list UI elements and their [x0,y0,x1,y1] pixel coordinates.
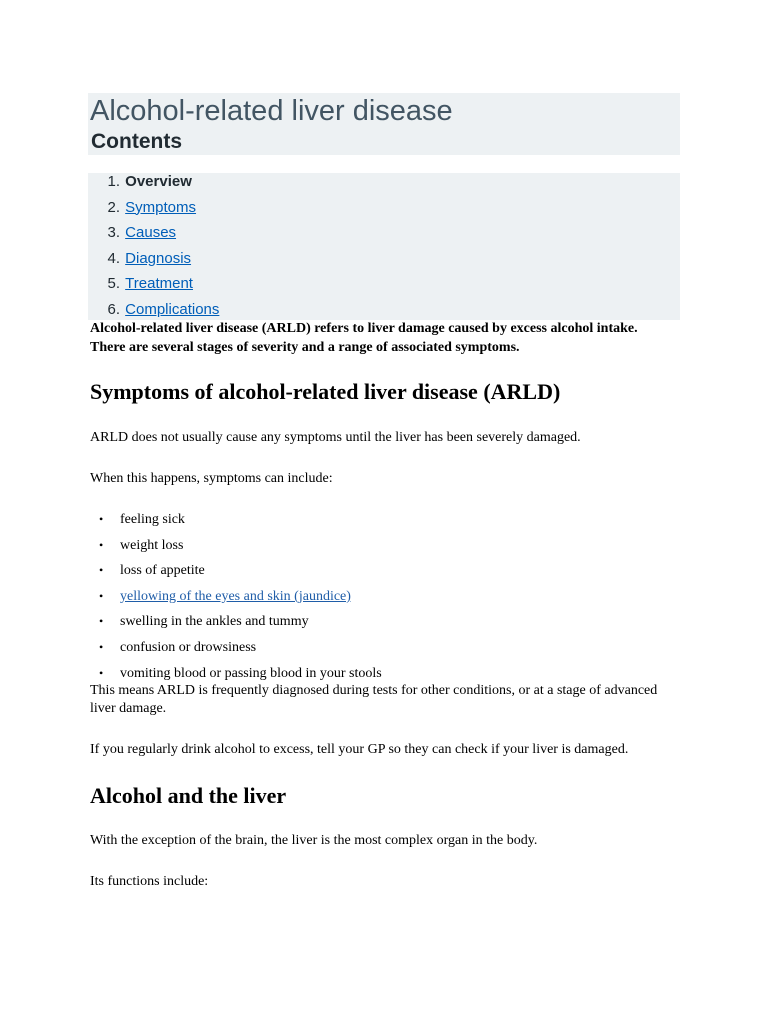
jaundice-link[interactable]: yellowing of the eyes and skin (jaundice) [120,588,351,604]
list-item [90,611,382,637]
list-item-text: vomiting blood or passing blood in your stools [120,665,382,681]
contents-item-diagnosis [90,249,219,275]
contents-link-complications[interactable]: Complications [125,300,220,318]
list-item-text: loss of appetite [120,563,205,579]
contents-item-number: 2. [107,198,120,216]
liver-heading: Alcohol and the liver [90,783,287,808]
list-item [90,509,382,535]
list-item-text: swelling in the ankles and tummy [120,614,309,630]
bullet-icon: • [99,537,104,552]
symptoms-paragraph-2: When this happens, symptoms can include: [90,471,333,486]
bullet-icon: • [99,563,104,578]
bullet-icon: • [99,665,104,680]
contents-item-number: 3. [107,224,120,242]
intro-paragraph: Alcohol-related liver disease (ARLD) refers to liver damage caused by excess alcohol intake. There are several stages of severity and a range of associated symptoms. [90,321,638,355]
contents-link-causes[interactable]: Causes [125,224,177,242]
liver-paragraph-2: Its functions include: [90,874,209,889]
symptoms-heading: Symptoms of alcohol-related liver disease (ARLD) [90,379,561,404]
symptoms-paragraph-4: If you regularly drink alcohol to excess, tell your GP so they can check if your liver is damaged. [90,742,629,757]
list-item-text: confusion or drowsiness [120,639,257,655]
contents-item-number: 1. [107,173,120,190]
contents-item-label: Overview [125,173,192,190]
list-item [90,535,382,561]
contents-item-number: 6. [107,300,120,318]
contents-item-number: 5. [107,275,120,293]
contents-item-number: 4. [107,249,120,267]
bullet-icon: • [99,614,104,629]
contents-item-treatment [90,274,219,300]
contents-item-symptoms [90,198,219,224]
list-item [90,586,382,612]
contents-list [90,172,219,326]
contents-item-causes [90,223,219,249]
contents-link-symptoms[interactable]: Symptoms [125,198,197,216]
contents-heading: Contents [91,130,182,153]
contents-link-treatment[interactable]: Treatment [125,275,193,293]
bullet-icon: • [99,639,104,654]
contents-item-overview [90,172,219,198]
page-title: Alcohol-related liver disease [90,95,453,127]
symptoms-list [90,509,382,688]
list-item-text: feeling sick [120,512,185,527]
list-item-text: weight loss [120,537,184,553]
bullet-icon: • [99,588,104,603]
symptoms-paragraph-3: This means ARLD is frequently diagnosed during tests for other conditions, or at a stage of advanced liver damage. [90,683,658,716]
list-item [90,637,382,663]
symptoms-paragraph-1: ARLD does not usually cause any symptoms until the liver has been severely damaged. [90,430,581,445]
list-item [90,560,382,586]
liver-paragraph-1: With the exception of the brain, the liver is the most complex organ in the body. [90,833,538,848]
contents-link-diagnosis[interactable]: Diagnosis [125,249,192,267]
bullet-icon: • [99,512,104,526]
